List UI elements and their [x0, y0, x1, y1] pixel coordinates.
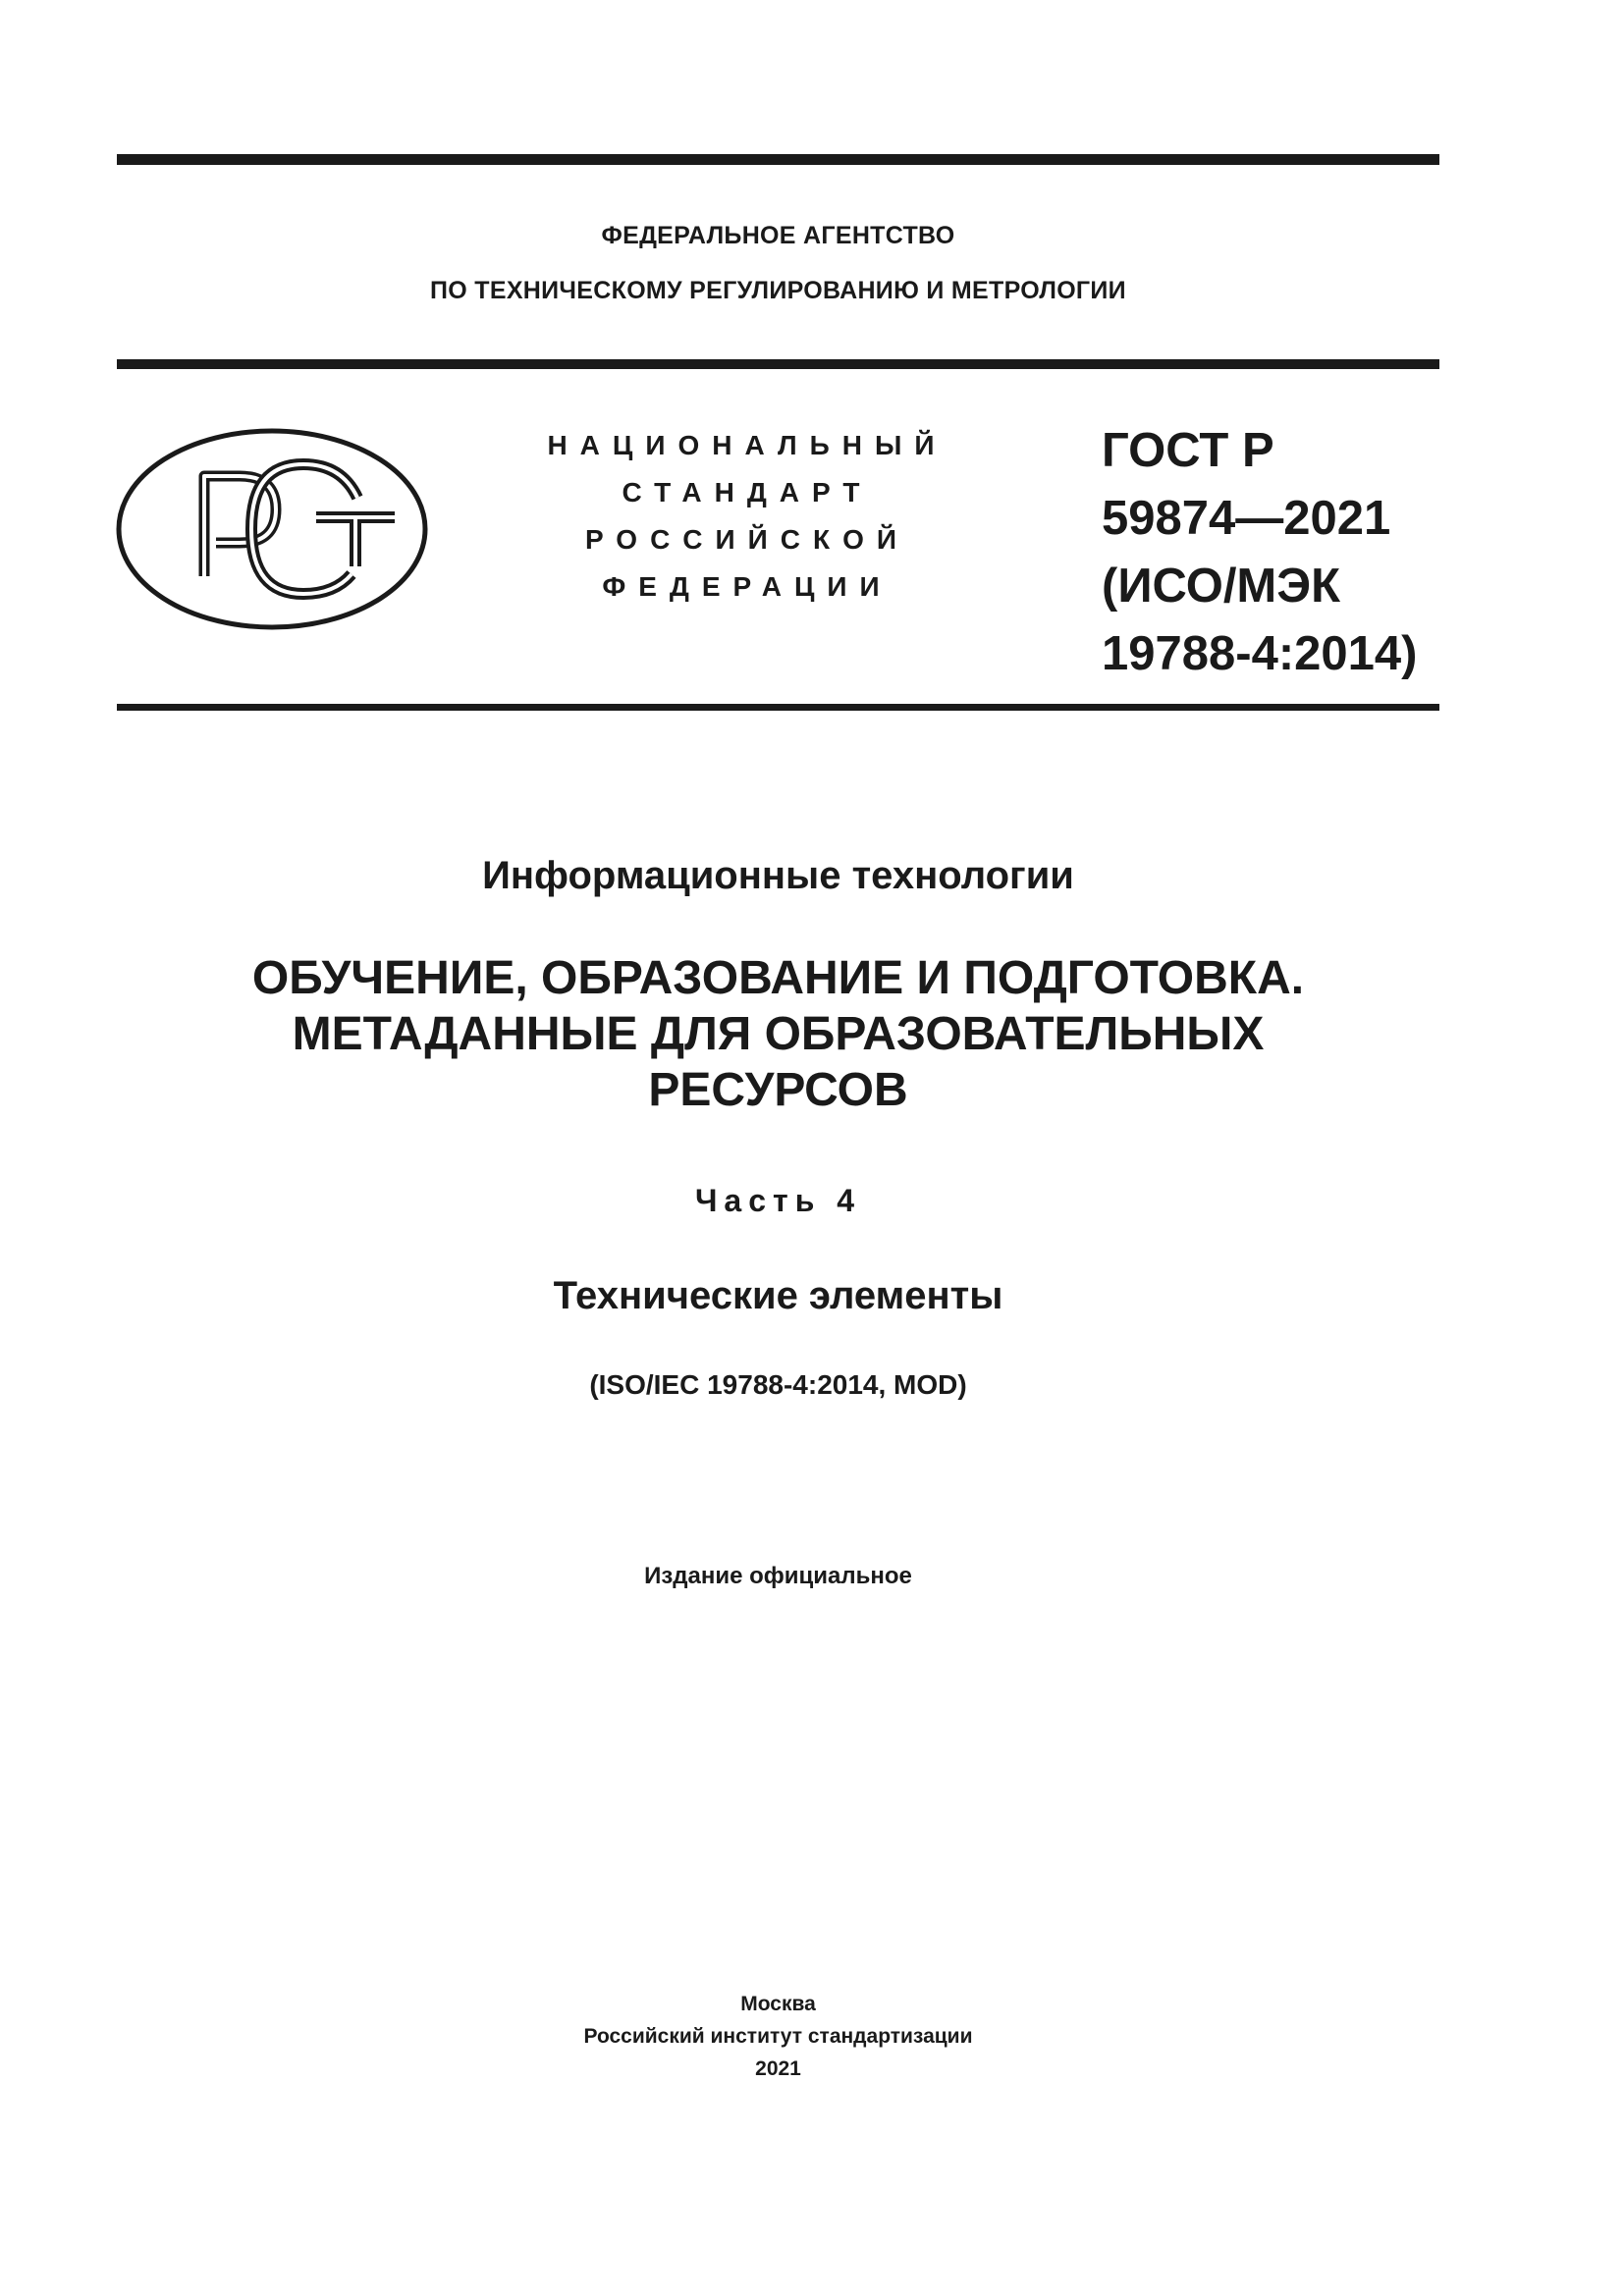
agency-line-1: ФЕДЕРАЛЬНОЕ АГЕНТСТВО	[601, 222, 955, 249]
national-standard-line: РОССИЙСКОЙ	[585, 524, 909, 555]
edition-label: Издание официальное	[644, 1563, 912, 1589]
national-standard-label	[526, 422, 968, 611]
top-rule	[117, 154, 1439, 165]
national-standard-line: СТАНДАРТ	[622, 477, 873, 507]
imprint	[117, 1988, 1439, 2085]
middle-rule	[117, 359, 1439, 369]
national-standard-line: НАЦИОНАЛЬНЫЙ	[547, 430, 947, 460]
bottom-rule	[117, 704, 1439, 711]
part-title: Технические элементы	[553, 1274, 1003, 1317]
document-subject: Информационные технологии	[482, 854, 1074, 897]
part-number: Часть 4	[694, 1183, 862, 1218]
designation-line: ГОСТ Р	[1102, 424, 1274, 477]
national-standard-line: ФЕДЕРАЦИИ	[602, 571, 893, 602]
rst-certification-mark-icon	[114, 427, 430, 631]
imprint-year: 2021	[755, 2057, 801, 2080]
title-line: ОБУЧЕНИЕ, ОБРАЗОВАНИЕ И ПОДГОТОВКА.	[251, 952, 1305, 1004]
designation-line: 59874—2021	[1102, 492, 1391, 545]
agency-line-2: ПО ТЕХНИЧЕСКОМУ РЕГУЛИРОВАНИЮ И МЕТРОЛОГИИ	[430, 277, 1126, 304]
international-reference: (ISO/IEC 19788-4:2014, MOD)	[589, 1369, 967, 1400]
standard-designation	[1102, 417, 1417, 688]
title-line: РЕСУРСОВ	[648, 1064, 908, 1116]
imprint-publisher: Российский институт стандартизации	[583, 2025, 973, 2048]
imprint-city: Москва	[740, 1993, 816, 2015]
designation-line: 19788-4:2014)	[1102, 627, 1418, 680]
title-line: МЕТАДАННЫЕ ДЛЯ ОБРАЗОВАТЕЛЬНЫХ	[292, 1008, 1265, 1060]
designation-line: (ИСО/МЭК	[1102, 560, 1341, 613]
document-title	[117, 950, 1439, 1118]
